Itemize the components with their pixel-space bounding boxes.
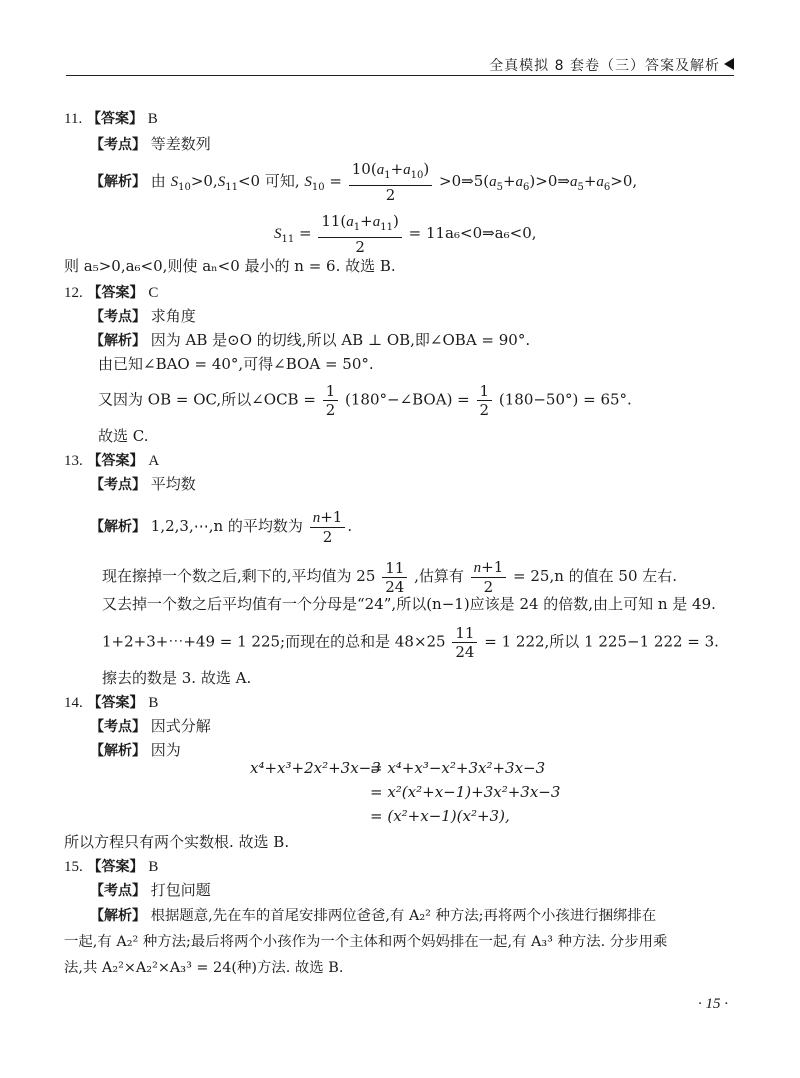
text: = 25,n 的值在 50 左右. (513, 567, 678, 585)
q12-point-line (90, 306, 196, 327)
q14-answer-line (64, 692, 158, 713)
point-value: 打包问题 (150, 881, 211, 899)
q12-answer-line (64, 282, 158, 303)
analysis-label: 【解析】 (90, 333, 146, 349)
fraction: $\frac{11(a_1+a_{11})}{2}$ (318, 212, 402, 256)
point-label: 【考点】 (90, 883, 146, 899)
q15-answer-line (64, 856, 158, 877)
q15-analysis-line1 (90, 906, 656, 926)
point-label: 【考点】 (90, 477, 146, 493)
point-value: 等差数列 (150, 135, 211, 153)
answer-label: 【答案】 (86, 111, 143, 127)
question-number: 12. (64, 285, 83, 301)
page-number: · 15 · (698, 996, 728, 1012)
q14-point-line (90, 716, 211, 737)
answer-value: B (147, 111, 158, 127)
fraction: $\frac{1}{2}$ (477, 382, 493, 419)
answer-value: A (148, 453, 160, 469)
triangle-marker-icon (724, 58, 734, 70)
fraction: $\frac{11}{24}$ (452, 624, 477, 661)
answer-value: B (148, 859, 159, 875)
analysis-label: 【解析】 (90, 743, 146, 759)
text: (180°−∠BOA) = (345, 390, 470, 409)
answer-label: 【答案】 (87, 453, 144, 469)
q14-conclusion: 所以方程只有两个实数根. 故选 B. (64, 833, 290, 851)
question-number: 11. (64, 111, 83, 127)
text: 又因为 OB = OC,所以∠OCB = (98, 390, 316, 409)
answer-label: 【答案】 (87, 695, 144, 711)
q14-eq2: = x²(x²+x−1)+3x²+3x−3 (370, 783, 561, 801)
question-number: 14. (64, 695, 83, 711)
point-value: 求角度 (150, 307, 196, 325)
q13-analysis-line2 (102, 558, 677, 596)
point-label: 【考点】 (90, 309, 146, 325)
header-rule (66, 75, 734, 76)
q14-eq1-left: x⁴+x³+2x²+3x−3 (250, 759, 381, 777)
analysis-label: 【解析】 (90, 908, 146, 924)
q11-analysis-line1: 【解析】 由 $S_{10}>0,S_{11}<0$ 可知, $S_{10}$ = $\frac{10(a_1+a_{10})}{2}$ $>0\Rightarrow 5(a_5+a_6)>0\Rightarrow a_5+a_6>0$, (90, 160, 638, 204)
q11-answer-line (64, 108, 158, 129)
text: 现在擦掉一个数之后,剩下的,平均值为 25 (102, 567, 376, 585)
running-header: 全真模拟 8 套卷（三）答案及解析 (489, 58, 720, 74)
q13-analysis-line3: 又去掉一个数之后平均值有一个分母是“24”,所以(n−1)应该是 24 的倍数,由上可知 n 是 49. (102, 595, 716, 613)
text: (180−50°) = 65°. (498, 390, 632, 409)
point-value: 平均数 (150, 475, 196, 493)
analysis-label: 【解析】 (90, 519, 146, 535)
q11-analysis-line2: $S_{11}$ = $\frac{11(a_1+a_{11})}{2}$ = 11a₆<0⇒a₆<0, (274, 212, 537, 256)
text: 因为 AB 是⊙O 的切线,所以 AB ⊥ OB,即∠OBA = 90°. (150, 331, 531, 349)
q13-analysis-line1: 【解析】 1,2,3,⋯,n 的平均数为 $\frac{n+1}{2}$ . (90, 508, 353, 546)
answer-value: B (148, 695, 159, 711)
q13-point-line (90, 474, 196, 495)
answer-label: 【答案】 (87, 285, 144, 301)
q11-point-line (90, 134, 211, 155)
text: 可知, (264, 172, 300, 190)
fraction: $\frac{n+1}{2}$ (471, 558, 507, 596)
answer-value: C (148, 285, 159, 301)
q15-point-line (90, 880, 211, 901)
q11-conclusion: 则 a₅>0,a₆<0,则使 aₙ<0 最小的 n = 6. 故选 B. (64, 257, 396, 275)
fraction: $\frac{1}{2}$ (323, 382, 339, 419)
question-number: 13. (64, 453, 83, 469)
point-value: 因式分解 (150, 717, 211, 735)
point-label: 【考点】 (90, 719, 146, 735)
question-number: 15. (64, 859, 83, 875)
answer-label: 【答案】 (87, 859, 144, 875)
analysis-label: 【解析】 (90, 174, 146, 190)
fraction: $\frac{11}{24}$ (382, 559, 407, 596)
text: = 11a₆<0⇒a₆<0, (408, 224, 537, 242)
q12-conclusion: 故选 C. (98, 427, 149, 445)
text: 根据题意,先在车的首尾安排两位爸爸,有 A₂² 种方法;再将两个小孩进行捆绑排在 (150, 908, 657, 924)
fraction: $\frac{n+1}{2}$ (310, 508, 346, 546)
text: 1+2+3+⋯+49 = 1 225;而现在的总和是 48×25 (102, 632, 446, 651)
q12-analysis-line3 (98, 382, 632, 419)
fraction: $\frac{10(a_1+a_{10})}{2}$ (349, 160, 433, 204)
q12-analysis-line2: 由已知∠BAO = 40°,可得∠BOA = 50°. (98, 355, 374, 373)
q12-analysis-line1 (90, 330, 530, 351)
q14-eq3: = (x²+x−1)(x²+3), (370, 807, 510, 825)
text: ,估算有 (414, 567, 464, 585)
q15-analysis-line3: 法,共 A₂²×A₂²×A₃³ = 24(种)方法. 故选 B. (64, 960, 344, 976)
point-label: 【考点】 (90, 137, 146, 153)
q14-analysis-line1 (90, 740, 181, 761)
q15-analysis-line2: 一起,有 A₂² 种方法;最后将两个小孩作为一个主体和两个妈妈排在一起,有 A₃³ 种方法. 分步用乘 (64, 934, 668, 950)
text: 因为 (150, 741, 181, 759)
q13-conclusion: 擦去的数是 3. 故选 A. (102, 669, 252, 687)
q14-eq1-right: = x⁴+x³−x²+3x²+3x−3 (370, 759, 546, 777)
q13-analysis-line4 (102, 624, 719, 661)
q13-answer-line (64, 450, 159, 471)
text: 1,2,3,⋯,n 的平均数为 (150, 517, 303, 535)
text: 由 (150, 172, 166, 190)
text: = 1 222,所以 1 225−1 222 = 3. (484, 632, 719, 651)
